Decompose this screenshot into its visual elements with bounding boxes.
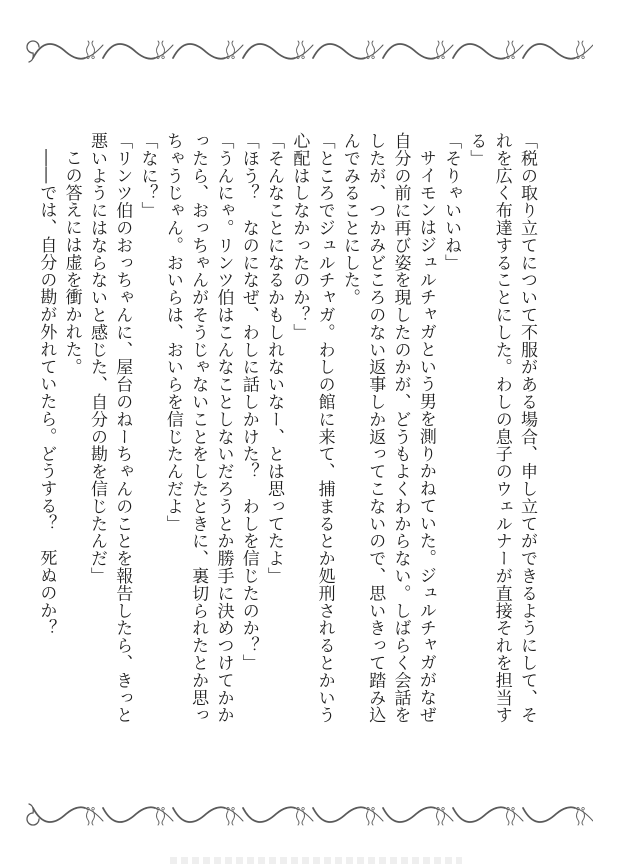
- ornamental-border-top: [25, 37, 593, 67]
- paragraph: 「ところでジュルチャガ。わしの館に来て、捕まるとか処刑されるとかいう心配はしなかったのか？」: [289, 132, 335, 724]
- paragraph: 「税の取り立てについて不服がある場合、申し立てができるようにして、それを広く布達することにした。わしの息子のウェルナーが直接それを担当する」: [466, 132, 537, 724]
- cutoff-caption-fragment: [170, 857, 462, 864]
- paragraph: この答えには虚を衝かれた。: [61, 149, 82, 376]
- paragraph: サイモンはジュルチャガという男を測りかねていた。ジュルチャガがなぜ自分の前に再び姿を現したのかが、どうもよくわからない。しばらく会話をしたが、つかみどころのない返事しか返ってこないので、思いきって踏み込んでみることにした。: [339, 132, 436, 724]
- paragraph: ――では、自分の勘が外れていたら。どうする？ 死ぬのか？: [36, 149, 57, 637]
- paragraph: 「リンツ伯のおっちゃんに、屋台のねーちゃんのことを報告したら、きっと悪いようにはならないと感じた、自分の勘を信じたんだ」: [86, 132, 133, 724]
- novel-text-block: [33, 132, 539, 740]
- paragraph: 「うんにゃ。リンツ伯はこんなことしないだろうとか勝手に決めつけてかかったら、おっちゃんがそうじゃないことをしたときに、裏切られたとか思っちゃうじゃん。おいらは、おいらを信じたんだよ」: [162, 132, 234, 724]
- paragraph: 「そんなことになるかもしれないなー、とは思ってたよ」: [264, 132, 285, 585]
- paragraph: 「ほう？ なのになぜ、わしに話しかけた？ わしを信じたのか？」: [238, 132, 259, 672]
- ornamental-border-bottom: [25, 799, 593, 829]
- paragraph: 「なに？」: [137, 132, 158, 219]
- paragraph: 「そりゃいいね」: [441, 132, 462, 272]
